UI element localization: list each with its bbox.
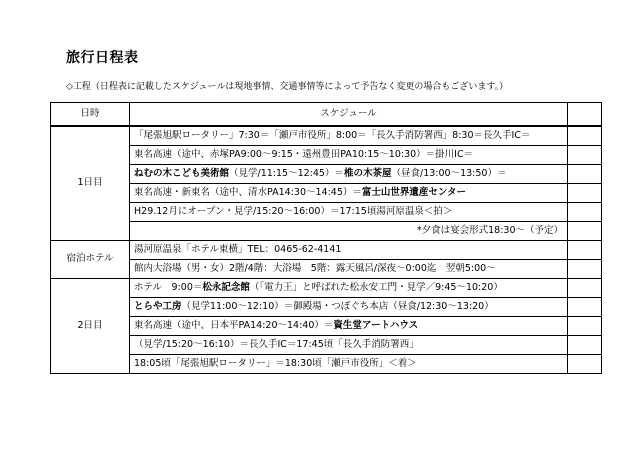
schedule-cell: （見学/15:20～16:10）＝長久手IC＝17:45頃「長久手消防署西」 — [130, 335, 568, 354]
schedule-cell: ねむの木こども美術館（見学/11:15～12:45）＝椎の木茶屋（昼食/13:00～13:50）＝ — [130, 164, 568, 183]
schedule-cell: *夕食は宴会形式18:30～（予定） — [130, 221, 568, 240]
table-row — [51, 335, 602, 354]
page-title: 旅行日程表 — [66, 50, 139, 66]
place-name: 富士山世界遺産センター — [361, 186, 467, 198]
extra-cell — [568, 164, 602, 183]
table-header-row — [51, 103, 602, 126]
schedule-table — [50, 102, 602, 374]
extra-cell — [568, 183, 602, 202]
place-name: ねむの木こども美術館 — [134, 167, 230, 179]
extra-cell — [568, 297, 602, 316]
place-name: 資生堂アートハウス — [333, 319, 419, 331]
schedule-cell: 東名高速（途中、日本平PA14:20～14:40）＝資生堂アートハウス — [130, 316, 568, 335]
table-row — [51, 164, 602, 183]
place-name: 松永記念館 — [202, 281, 250, 293]
schedule-cell: ホテル 9:00＝松永記念館（「電力王」と呼ばれた松永安工門・見学／9:45～10:20） — [130, 278, 568, 297]
extra-cell — [568, 145, 602, 164]
schedule-cell: 「尾張旭駅ロータリー」7:30＝「瀬戸市役所」8:00＝「長久手消防署西」8:30＝長久手IC＝ — [130, 126, 568, 146]
table-row — [51, 145, 602, 164]
schedule-cell: H29.12月にオープン・見学/15:20～16:00）＝17:15頃湯河原温泉＜拍＞ — [130, 202, 568, 221]
table-row — [51, 126, 602, 146]
table-row — [51, 278, 602, 297]
schedule-cell: 18:05頃「尾張旭駅ロータリー」＝18:30頃「瀬戸市役所」＜着＞ — [130, 354, 568, 373]
table-row — [51, 297, 602, 316]
extra-cell — [568, 354, 602, 373]
schedule-cell: 東名高速（途中、赤塚PA9:00～9:15・遠州豊田PA10:15～10:30）＝掛川IC＝ — [130, 145, 568, 164]
extra-cell — [568, 202, 602, 221]
day2-label: 2日目 — [51, 278, 130, 373]
header-extra — [568, 103, 602, 126]
table-row — [51, 183, 602, 202]
schedule-cell: 湯河原温泉「ホテル東横」TEL：0465-62-4141 — [130, 240, 568, 259]
extra-cell — [568, 259, 602, 278]
place-name: とらや工房 — [134, 300, 182, 312]
extra-cell — [568, 221, 602, 240]
header-date: 日時 — [51, 103, 130, 126]
schedule-cell: 東名高速・新東名（途中、清水PA14:30～14:45）＝富士山世界遺産センター — [130, 183, 568, 202]
schedule-note: ◇工程（日程表に記載したスケジュールは現地事情、交通事情等によって予告なく変更の場合もございます。） — [66, 82, 509, 92]
table-row — [51, 202, 602, 221]
table-row — [51, 316, 602, 335]
header-schedule: スケジュール — [130, 103, 568, 126]
extra-cell — [568, 316, 602, 335]
place-name: 椎の木茶屋 — [343, 167, 392, 179]
extra-cell — [568, 126, 602, 146]
schedule-cell: とらや工房（見学11:00～12:10）＝御殿場・つぼぐち本店（昼食/12:30～13:20） — [130, 297, 568, 316]
schedule-cell: 館内大浴場（男・女）2階/4階：大浴場 5階：露天風呂/深夜～0:00迄 翌朝5:00～ — [130, 259, 568, 278]
day1-label: 1日目 — [51, 126, 130, 241]
table-row — [51, 354, 602, 373]
table-row — [51, 221, 602, 240]
extra-cell — [568, 240, 602, 259]
extra-cell — [568, 278, 602, 297]
extra-cell — [568, 335, 602, 354]
table-row — [51, 259, 602, 278]
lodging-label: 宿泊ホテル — [51, 240, 130, 278]
table-row — [51, 240, 602, 259]
